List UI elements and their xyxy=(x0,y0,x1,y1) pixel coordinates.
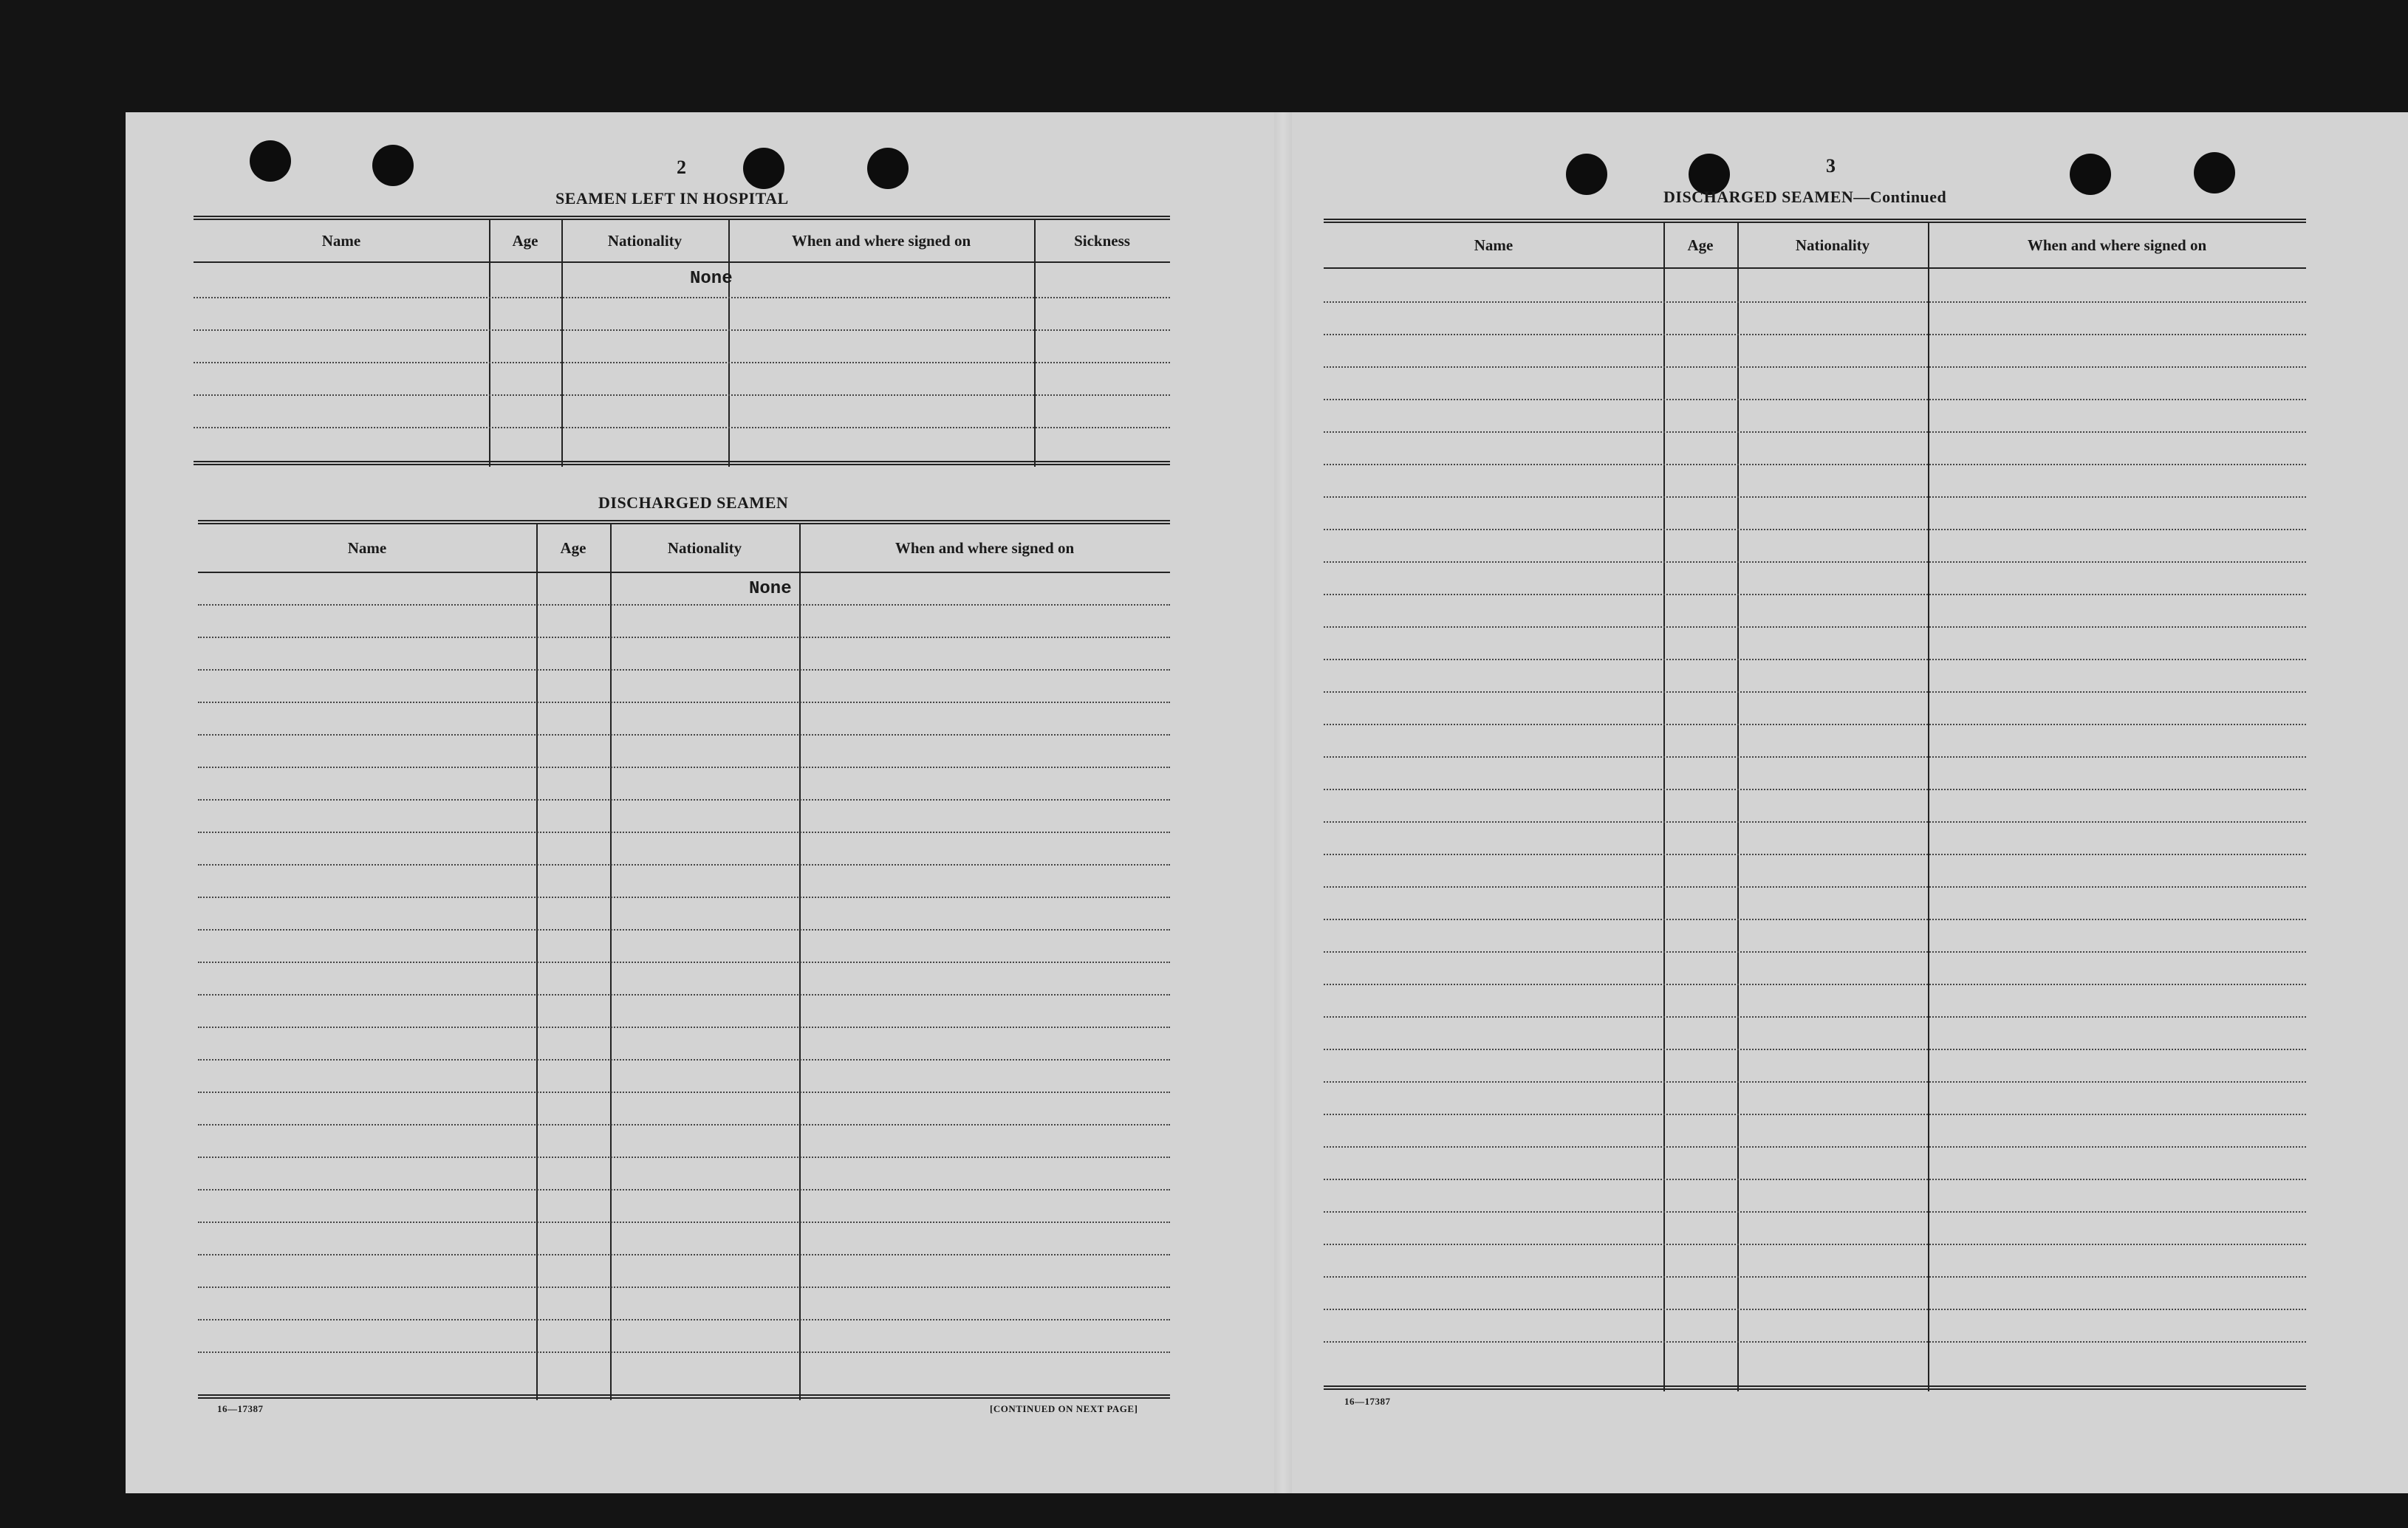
hospital-entry-value: None xyxy=(690,269,733,289)
discharged-section-title: DISCHARGED SEAMEN xyxy=(598,493,789,512)
hospital-table xyxy=(194,216,1170,471)
column-header: Age xyxy=(560,538,586,557)
punch-hole-icon xyxy=(1566,154,1607,195)
hospital-section-title: SEAMEN LEFT IN HOSPITAL xyxy=(555,189,789,208)
continued-note: [CONTINUED ON NEXT PAGE] xyxy=(990,1403,1138,1414)
column-header: Name xyxy=(1474,236,1513,254)
punch-hole-icon xyxy=(867,148,909,189)
column-header: Nationality xyxy=(607,231,683,250)
discharged-table xyxy=(198,520,1170,1514)
discharged-entry-value: None xyxy=(749,579,792,599)
column-header: Age xyxy=(512,231,538,250)
punch-hole-icon xyxy=(250,140,291,182)
page-fold xyxy=(1274,112,1292,1493)
hospital-table-header xyxy=(194,220,1170,263)
column-header: Name xyxy=(347,538,387,557)
column-header: When and where signed on xyxy=(895,538,1075,557)
column-header: Name xyxy=(321,231,361,250)
discharged-continued-table-header xyxy=(1324,223,2306,269)
discharged-table-header xyxy=(198,524,1170,573)
column-header: When and where signed on xyxy=(2027,236,2207,254)
form-number: 16—17387 xyxy=(217,1403,264,1414)
document-page xyxy=(126,112,2408,1493)
page-number: 2 xyxy=(677,157,686,178)
column-header: Nationality xyxy=(667,538,742,557)
form-number: 16—17387 xyxy=(1344,1396,1391,1407)
punch-hole-icon xyxy=(2070,154,2111,195)
discharged-continued-table xyxy=(1324,219,2306,1405)
column-header: Sickness xyxy=(1074,231,1130,250)
column-header: Nationality xyxy=(1795,236,1870,254)
punch-hole-icon xyxy=(372,145,414,186)
column-header: When and where signed on xyxy=(791,231,971,250)
punch-hole-icon xyxy=(743,148,784,189)
punch-hole-icon xyxy=(2194,152,2235,193)
page-number: 3 xyxy=(1826,155,1836,177)
column-header: Age xyxy=(1687,236,1714,254)
discharged-continued-title: DISCHARGED SEAMEN—Continued xyxy=(1663,188,1947,206)
